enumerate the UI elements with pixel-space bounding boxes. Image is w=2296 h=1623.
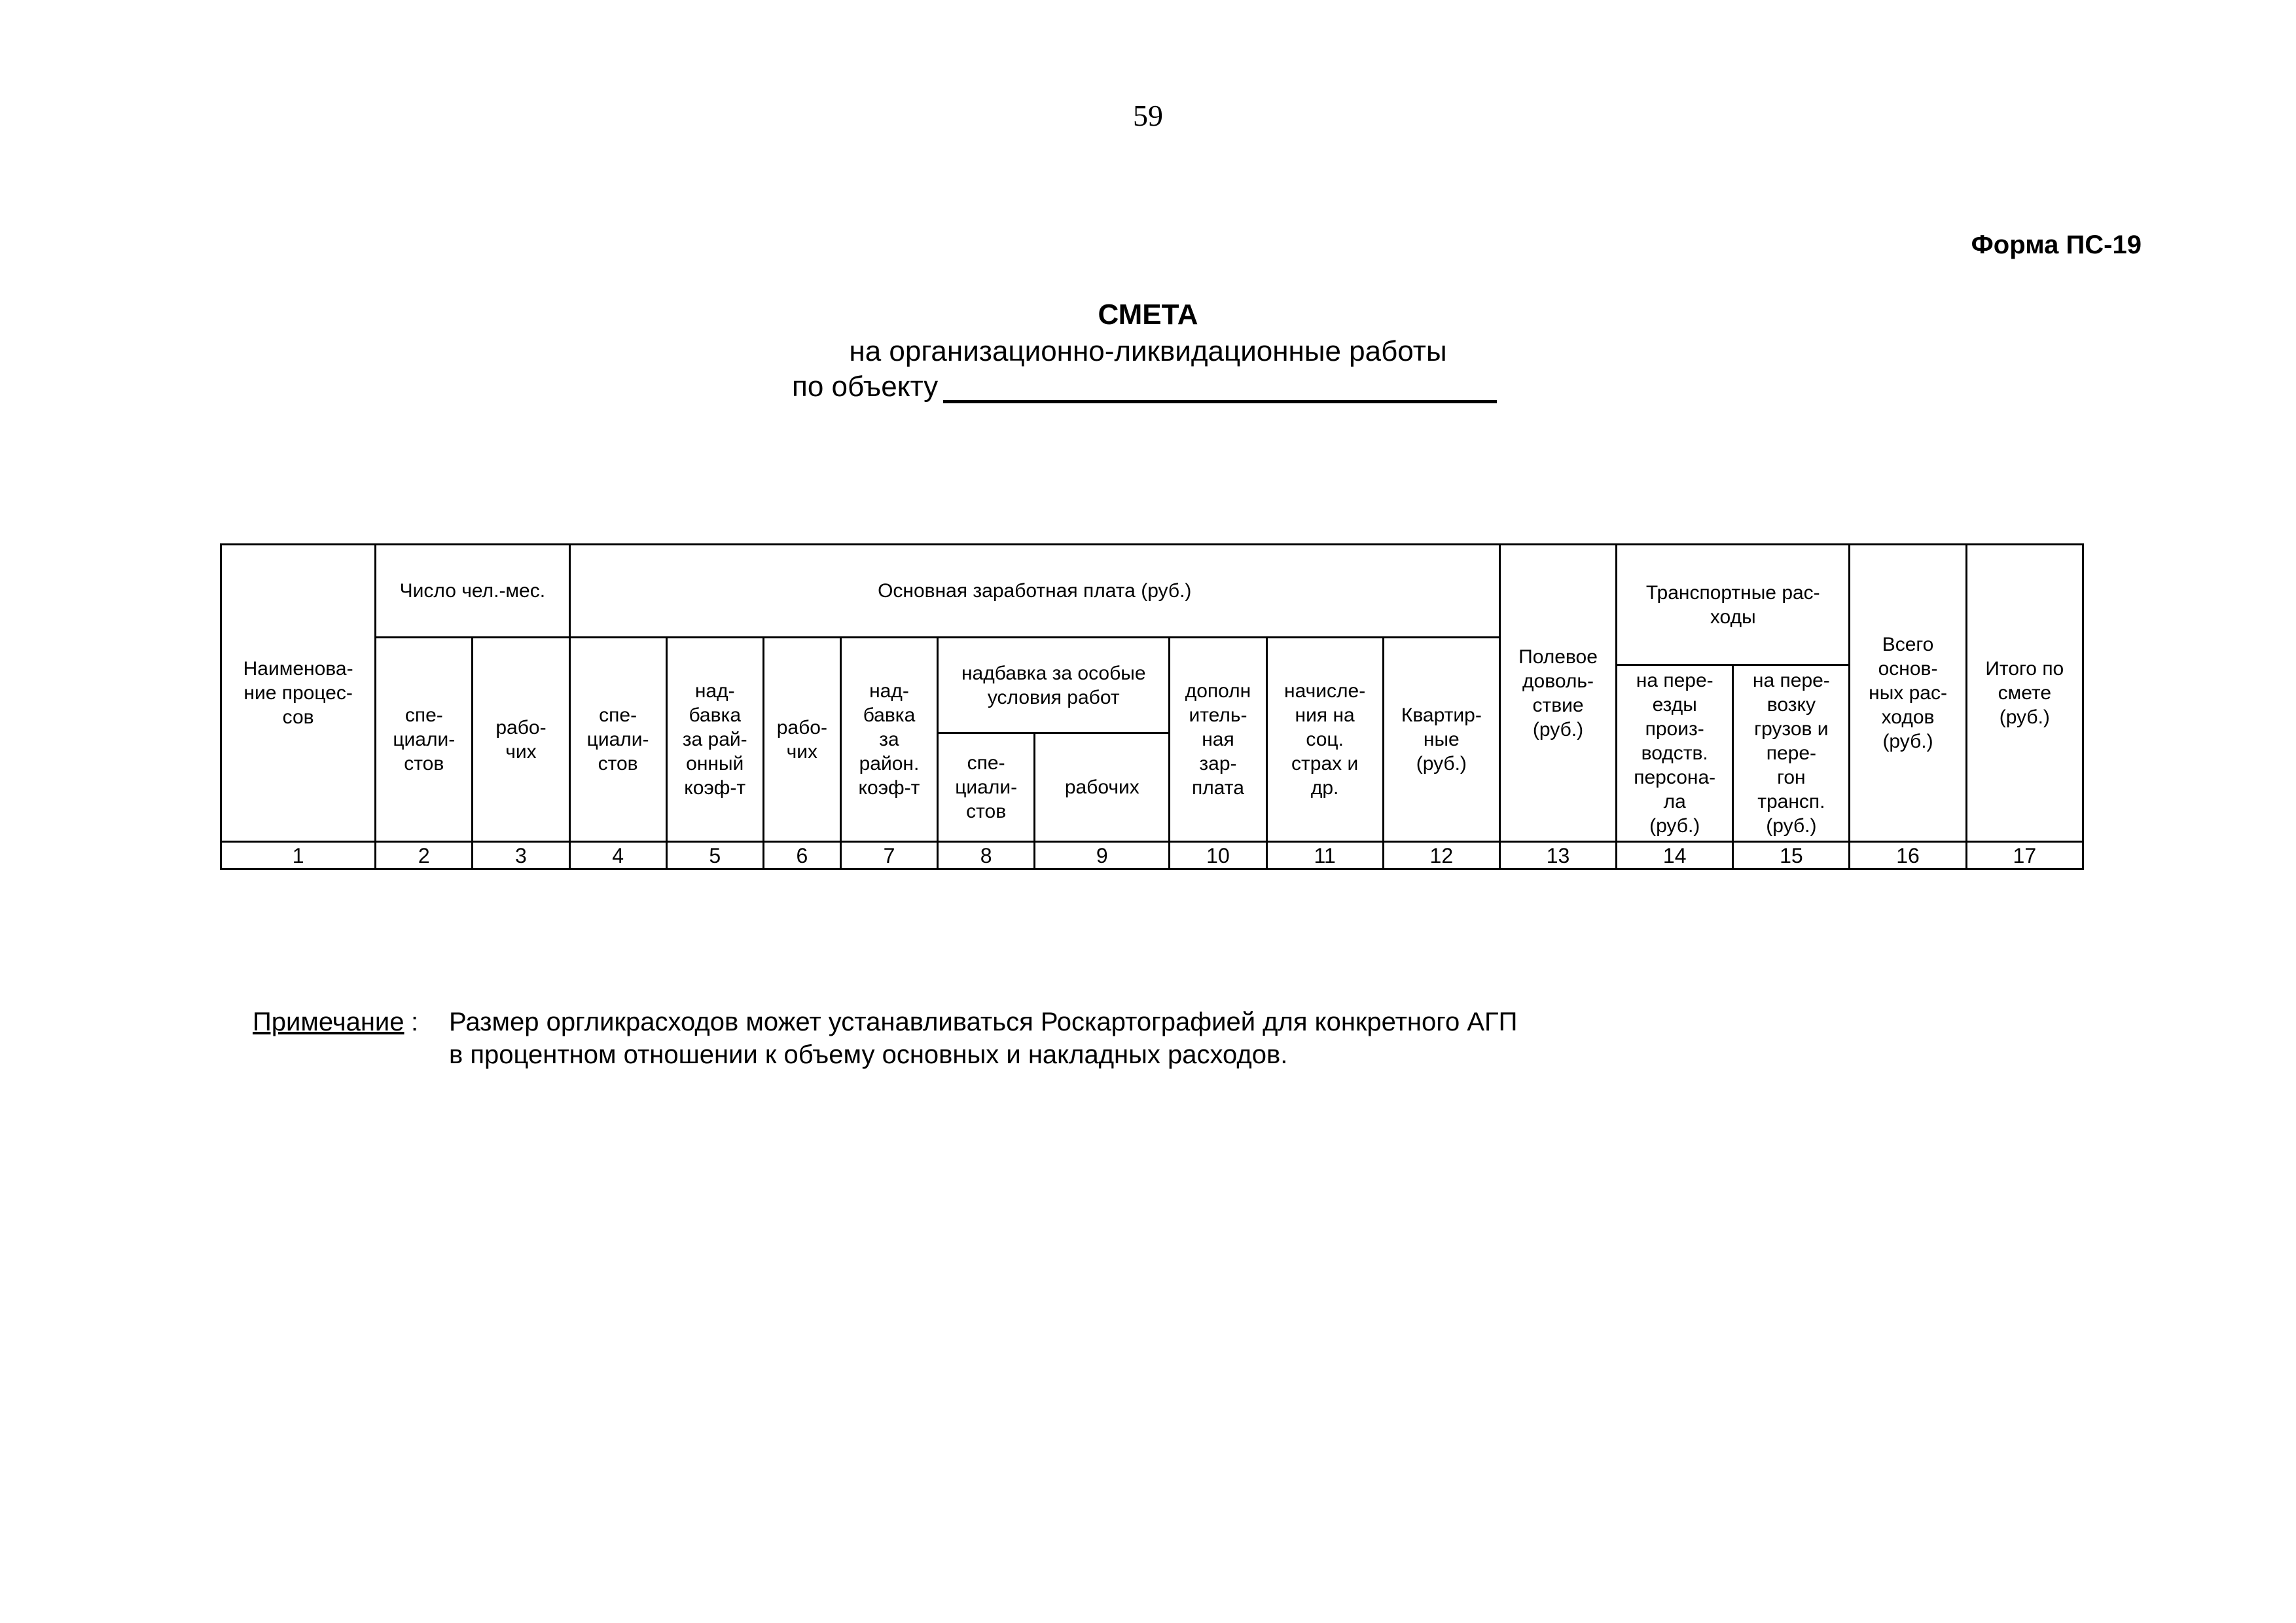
header-osn-nadbavka-spec: над- бавка за рай- онный коэф-т bbox=[666, 638, 763, 842]
header-chislo-group: Число чел.-мес. bbox=[376, 545, 569, 638]
header-osobye-spec: спе- циали- стов bbox=[938, 733, 1035, 842]
header-nachislenia: начисле- ния на соц. страх и др. bbox=[1266, 638, 1383, 842]
column-number: 6 bbox=[763, 842, 840, 869]
header-osn-nadbavka-rab: над- бавка за район. коэф-т bbox=[840, 638, 937, 842]
column-number: 11 bbox=[1266, 842, 1383, 869]
header-chislo-spec: спе- циали- стов bbox=[376, 638, 473, 842]
object-line bbox=[792, 371, 1497, 403]
column-number: 5 bbox=[666, 842, 763, 869]
column-number: 4 bbox=[569, 842, 666, 869]
header-chislo-rab: рабо- чих bbox=[473, 638, 569, 842]
column-number: 7 bbox=[840, 842, 937, 869]
column-number: 2 bbox=[376, 842, 473, 869]
header-osnovnaya-group: Основная заработная плата (руб.) bbox=[569, 545, 1499, 638]
column-number: 8 bbox=[938, 842, 1035, 869]
note-text: Размер оргликрасходов может устанавливаться Роскартографией для конкретного АГП в процентном отношении к объему основных и накладных расходов. bbox=[449, 1008, 1518, 1069]
column-number: 12 bbox=[1383, 842, 1499, 869]
header-osn-spec: спе- циали- стов bbox=[569, 638, 666, 842]
column-number: 16 bbox=[1850, 842, 1966, 869]
header-osobye-rab: рабочих bbox=[1035, 733, 1170, 842]
header-vsego: Всего основ- ных рас- ходов (руб.) bbox=[1850, 545, 1966, 842]
form-label: Форма ПС-19 bbox=[1971, 230, 2142, 259]
column-number: 15 bbox=[1733, 842, 1850, 869]
header-itogo: Итого по смете (руб.) bbox=[1966, 545, 2083, 842]
header-transport-group: Транспортные рас- ходы bbox=[1617, 545, 1850, 665]
column-number: 9 bbox=[1035, 842, 1170, 869]
object-label: по объекту bbox=[792, 371, 939, 403]
column-number: 10 bbox=[1170, 842, 1266, 869]
header-transport-perevozku: на пере- возку грузов и пере- гон трансп. (руб.) bbox=[1733, 665, 1850, 842]
header-osn-rab: рабо- чих bbox=[763, 638, 840, 842]
document-subtitle: на организационно-ликвидационные работы bbox=[849, 335, 1447, 367]
object-blank-line bbox=[943, 371, 1497, 403]
page-number: 59 bbox=[1133, 99, 1163, 132]
column-number: 3 bbox=[473, 842, 569, 869]
column-number: 13 bbox=[1499, 842, 1616, 869]
header-transport-pereezdy: на пере- езды произ- водств. персона- ла (руб.) bbox=[1617, 665, 1733, 842]
column-number: 1 bbox=[221, 842, 376, 869]
column-number: 14 bbox=[1617, 842, 1733, 869]
header-naimenovanie: Наименова- ние процес- сов bbox=[221, 545, 376, 842]
note-label: Примечание bbox=[253, 1008, 404, 1036]
note-colon: : bbox=[411, 1008, 419, 1036]
header-kvartirnye: Квартир- ные (руб.) bbox=[1383, 638, 1499, 842]
header-dopoln: дополн итель- ная зар- плата bbox=[1170, 638, 1266, 842]
column-number: 17 bbox=[1966, 842, 2083, 869]
header-polevoe: Полевое доволь- ствие (руб.) bbox=[1499, 545, 1616, 842]
header-nadbavka-osobye: надбавка за особые условия работ bbox=[938, 638, 1170, 733]
estimate-table bbox=[220, 543, 2084, 870]
document-title: СМЕТА bbox=[1098, 299, 1198, 331]
